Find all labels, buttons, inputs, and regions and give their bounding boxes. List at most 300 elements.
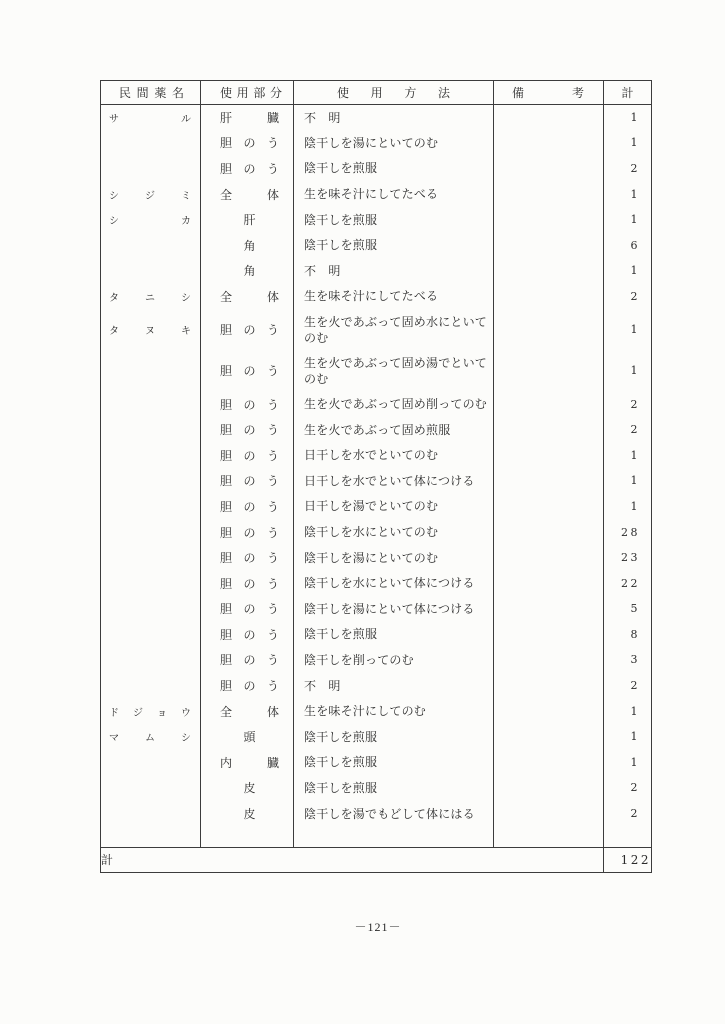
spread-char: 胆 xyxy=(220,448,233,463)
remarks-cell xyxy=(494,417,604,443)
part-used xyxy=(201,754,293,771)
count-cell xyxy=(604,232,652,258)
spread-char: 胆 xyxy=(220,136,233,151)
count-cell xyxy=(604,258,652,284)
name-cell xyxy=(101,775,201,801)
method-cell xyxy=(294,284,494,310)
name-cell xyxy=(101,647,201,673)
spread-char: 胆 xyxy=(220,499,233,514)
spread-char: う xyxy=(266,397,279,412)
table-row xyxy=(101,647,652,673)
spread-char: ジ xyxy=(133,707,143,719)
spread-char: 体 xyxy=(266,704,279,719)
spread-char: 胆 xyxy=(220,602,233,617)
spread-char: の xyxy=(243,525,256,540)
part-used xyxy=(201,362,293,379)
name-cell xyxy=(101,468,201,494)
count-value: 1 xyxy=(630,323,640,337)
part-cell xyxy=(201,105,294,131)
method-cell xyxy=(294,232,494,258)
part-used xyxy=(201,779,293,796)
part-used xyxy=(201,472,293,489)
spread-char: の xyxy=(243,653,256,668)
remarks-cell xyxy=(494,391,604,417)
name-cell xyxy=(101,130,201,156)
method-cell xyxy=(294,596,494,622)
count-cell xyxy=(604,724,652,750)
count-value: 1 xyxy=(630,187,640,201)
part-used xyxy=(201,288,293,305)
spacer-cell xyxy=(101,826,201,847)
spread-char: 考 xyxy=(571,86,584,100)
count-value: 2 xyxy=(630,781,640,795)
method-cell xyxy=(294,207,494,233)
part-used xyxy=(201,626,293,643)
count-value: 1 xyxy=(630,755,640,769)
table-row xyxy=(101,309,652,350)
spread-char: 肝 xyxy=(243,213,256,228)
count-cell xyxy=(604,442,652,468)
spread-char: マ xyxy=(109,733,119,745)
part-used xyxy=(201,421,293,438)
table-row xyxy=(101,596,652,622)
usage-method: 陰干しを煎服 xyxy=(304,780,378,795)
part-cell xyxy=(201,417,294,443)
count-cell xyxy=(604,468,652,494)
spread-char: の xyxy=(243,576,256,591)
count-value: 1 xyxy=(630,499,640,513)
part-cell xyxy=(201,350,294,391)
count-cell xyxy=(604,596,652,622)
medicine-name xyxy=(101,704,200,719)
table-row xyxy=(101,258,652,284)
spread-char: シ xyxy=(181,733,191,745)
part-used xyxy=(201,134,293,151)
count-cell xyxy=(604,350,652,391)
total-count: 122 xyxy=(604,847,652,872)
part-cell xyxy=(201,207,294,233)
medicine-name xyxy=(101,322,200,337)
medicine-name xyxy=(101,289,200,304)
spread-char: う xyxy=(266,423,279,438)
table-row xyxy=(101,468,652,494)
header-part xyxy=(201,84,293,101)
spread-char: う xyxy=(266,627,279,642)
part-cell xyxy=(201,284,294,310)
table-row xyxy=(101,570,652,596)
header-method xyxy=(294,84,493,101)
count-value: 23 xyxy=(621,551,640,565)
spacer-cell xyxy=(494,826,604,847)
spread-char: 分 xyxy=(269,86,282,100)
method-cell xyxy=(294,417,494,443)
count-value: 1 xyxy=(630,704,640,718)
part-used xyxy=(201,677,293,694)
name-cell xyxy=(101,801,201,827)
usage-method: 生を火であぶって固め湯でといてのむ xyxy=(304,355,488,386)
count-cell xyxy=(604,622,652,648)
spread-char: 臓 xyxy=(266,755,279,770)
table-row xyxy=(101,442,652,468)
name-cell xyxy=(101,258,201,284)
header-count: 計 xyxy=(621,86,634,100)
part-cell xyxy=(201,309,294,350)
part-used xyxy=(201,186,293,203)
remarks-cell xyxy=(494,596,604,622)
table-row xyxy=(101,391,652,417)
spread-char: タ xyxy=(109,292,119,304)
count-value: 5 xyxy=(630,602,640,616)
folk-medicine-table xyxy=(100,80,652,873)
remarks-cell xyxy=(494,207,604,233)
spread-char: 胆 xyxy=(220,323,233,338)
medicine-name xyxy=(101,110,200,125)
count-cell xyxy=(604,775,652,801)
spread-char: 名 xyxy=(171,86,184,100)
usage-method: 陰干しを煎服 xyxy=(304,238,378,253)
spread-char: 胆 xyxy=(220,364,233,379)
spread-char: う xyxy=(266,474,279,489)
part-used xyxy=(201,447,293,464)
part-cell xyxy=(201,724,294,750)
table-row xyxy=(101,181,652,207)
remarks-cell xyxy=(494,622,604,648)
spread-char: 角 xyxy=(243,264,256,279)
spread-char: う xyxy=(266,364,279,379)
part-used xyxy=(201,600,293,617)
method-cell xyxy=(294,673,494,699)
method-cell xyxy=(294,647,494,673)
name-cell xyxy=(101,181,201,207)
count-cell xyxy=(604,105,652,131)
part-cell xyxy=(201,622,294,648)
remarks-cell xyxy=(494,775,604,801)
spread-char: う xyxy=(266,499,279,514)
part-cell xyxy=(201,673,294,699)
method-cell xyxy=(294,181,494,207)
spread-char: う xyxy=(266,602,279,617)
name-cell xyxy=(101,391,201,417)
table-row xyxy=(101,775,652,801)
count-cell xyxy=(604,207,652,233)
spread-char: シ xyxy=(109,190,119,202)
table-row xyxy=(101,622,652,648)
count-cell xyxy=(604,284,652,310)
usage-method: 陰干しを煎服 xyxy=(304,161,378,176)
header-name-cell xyxy=(101,81,201,105)
count-value: 1 xyxy=(630,364,640,378)
name-cell xyxy=(101,309,201,350)
count-value: 2 xyxy=(630,397,640,411)
count-cell xyxy=(604,801,652,827)
count-cell xyxy=(604,519,652,545)
method-cell xyxy=(294,750,494,776)
method-cell xyxy=(294,130,494,156)
remarks-cell xyxy=(494,156,604,182)
count-value: 1 xyxy=(630,474,640,488)
spread-char: 胆 xyxy=(220,627,233,642)
spread-char: ド xyxy=(109,707,119,719)
usage-method: 陰干しを水にといて体につける xyxy=(304,576,475,591)
table-row xyxy=(101,156,652,182)
count-value: 1 xyxy=(630,730,640,744)
spread-char: ル xyxy=(181,114,191,126)
method-cell xyxy=(294,519,494,545)
spacer-cell xyxy=(604,826,652,847)
spread-char: 民 xyxy=(119,86,132,100)
header-part-cell xyxy=(201,81,294,105)
remarks-cell xyxy=(494,130,604,156)
part-used xyxy=(201,651,293,668)
spread-char: の xyxy=(243,448,256,463)
name-cell xyxy=(101,105,201,131)
table-row xyxy=(101,545,652,571)
table-row xyxy=(101,673,652,699)
name-cell xyxy=(101,350,201,391)
spread-char: の xyxy=(243,627,256,642)
spread-char: 全 xyxy=(220,704,233,719)
part-used xyxy=(201,262,293,279)
count-cell xyxy=(604,545,652,571)
count-value: 1 xyxy=(630,213,640,227)
count-cell xyxy=(604,130,652,156)
table-row xyxy=(101,130,652,156)
usage-method: 陰干しを湯にといてのむ xyxy=(304,550,439,565)
method-cell xyxy=(294,468,494,494)
part-cell xyxy=(201,647,294,673)
spacer-row xyxy=(101,826,652,847)
spread-char: の xyxy=(243,161,256,176)
spread-char: ヌ xyxy=(145,326,155,338)
part-used xyxy=(201,321,293,338)
spread-char: カ xyxy=(181,216,191,228)
table-row xyxy=(101,284,652,310)
count-value: 2 xyxy=(630,289,640,303)
count-cell xyxy=(604,698,652,724)
remarks-cell xyxy=(494,258,604,284)
part-used xyxy=(201,805,293,822)
count-value: 3 xyxy=(630,653,640,667)
remarks-cell xyxy=(494,309,604,350)
remarks-cell xyxy=(494,494,604,520)
spread-char: の xyxy=(243,551,256,566)
method-cell xyxy=(294,775,494,801)
part-cell xyxy=(201,181,294,207)
usage-method: 陰干しを湯にといて体につける xyxy=(304,601,475,616)
part-used xyxy=(201,524,293,541)
spread-char: 用 xyxy=(370,86,383,100)
part-cell xyxy=(201,232,294,258)
count-value: 6 xyxy=(630,238,640,252)
name-cell xyxy=(101,724,201,750)
spread-char: う xyxy=(266,323,279,338)
remarks-cell xyxy=(494,724,604,750)
usage-method: 陰干しを煎服 xyxy=(304,212,378,227)
spread-char: の xyxy=(243,136,256,151)
spread-char: サ xyxy=(109,114,119,126)
usage-method: 不 明 xyxy=(304,110,341,125)
table-row xyxy=(101,494,652,520)
remarks-cell xyxy=(494,750,604,776)
remarks-cell xyxy=(494,105,604,131)
part-cell xyxy=(201,494,294,520)
part-used xyxy=(201,549,293,566)
count-value: 1 xyxy=(630,136,640,150)
name-cell xyxy=(101,673,201,699)
spread-char: 全 xyxy=(220,289,233,304)
count-value: 1 xyxy=(630,264,640,278)
method-cell xyxy=(294,350,494,391)
spread-char: 胆 xyxy=(220,161,233,176)
method-cell xyxy=(294,622,494,648)
spread-char: ウ xyxy=(181,707,191,719)
spread-char: 体 xyxy=(266,289,279,304)
name-cell xyxy=(101,232,201,258)
name-cell xyxy=(101,545,201,571)
part-cell xyxy=(201,468,294,494)
part-cell xyxy=(201,391,294,417)
part-cell xyxy=(201,545,294,571)
spread-char: タ xyxy=(109,326,119,338)
name-cell xyxy=(101,417,201,443)
spread-char: う xyxy=(266,448,279,463)
table-row xyxy=(101,350,652,391)
part-used xyxy=(201,703,293,720)
spread-char: ミ xyxy=(181,190,191,202)
table-row xyxy=(101,801,652,827)
method-cell xyxy=(294,105,494,131)
spread-char: 薬 xyxy=(154,86,167,100)
spread-char: 使 xyxy=(220,86,233,100)
table-row xyxy=(101,724,652,750)
usage-method: 陰干しを水にといてのむ xyxy=(304,525,439,540)
remarks-cell xyxy=(494,181,604,207)
count-cell xyxy=(604,181,652,207)
usage-method: 陰干しを湯にといてのむ xyxy=(304,135,439,150)
name-cell xyxy=(101,494,201,520)
spread-char: 用 xyxy=(236,86,249,100)
count-cell xyxy=(604,750,652,776)
count-value: 2 xyxy=(630,807,640,821)
usage-method: 陰干しを煎服 xyxy=(304,729,378,744)
name-cell xyxy=(101,750,201,776)
total-row xyxy=(101,847,652,872)
part-cell xyxy=(201,258,294,284)
usage-method: 陰干しを煎服 xyxy=(304,627,378,642)
part-used xyxy=(201,160,293,177)
part-used xyxy=(201,575,293,592)
usage-method: 日干しを水でといて体につける xyxy=(304,473,475,488)
spread-char: 胆 xyxy=(220,551,233,566)
name-cell xyxy=(101,156,201,182)
count-cell xyxy=(604,570,652,596)
spread-char: 胆 xyxy=(220,525,233,540)
table-row xyxy=(101,750,652,776)
page-number: －121－ xyxy=(354,920,402,934)
table-row xyxy=(101,232,652,258)
header-remarks-cell xyxy=(494,81,604,105)
count-cell xyxy=(604,156,652,182)
count-value: 8 xyxy=(630,627,640,641)
part-used xyxy=(201,728,293,745)
spread-char: 角 xyxy=(243,238,256,253)
spread-char: 頭 xyxy=(243,730,256,745)
table-row xyxy=(101,207,652,233)
usage-method: 生を味そ汁にしてたべる xyxy=(304,289,439,304)
count-cell xyxy=(604,391,652,417)
spread-char: キ xyxy=(181,326,191,338)
remarks-cell xyxy=(494,570,604,596)
part-used xyxy=(201,237,293,254)
usage-method: 陰干しを煎服 xyxy=(304,755,378,770)
name-cell xyxy=(101,207,201,233)
count-value: 28 xyxy=(621,525,640,539)
spread-char: う xyxy=(266,161,279,176)
usage-method: 生を火であぶって固め水にといてのむ xyxy=(304,314,488,345)
spread-char: う xyxy=(266,551,279,566)
part-cell xyxy=(201,775,294,801)
part-cell xyxy=(201,130,294,156)
spread-char: 方 xyxy=(404,86,417,100)
usage-method: 不 明 xyxy=(304,263,341,278)
method-cell xyxy=(294,570,494,596)
method-cell xyxy=(294,156,494,182)
usage-method: 日干しを湯でといてのむ xyxy=(304,499,439,514)
usage-method: 陰干しを湯でもどして体にはる xyxy=(304,806,475,821)
spread-char: う xyxy=(266,653,279,668)
table-row xyxy=(101,698,652,724)
part-cell xyxy=(201,801,294,827)
usage-method: 生を火であぶって固め煎服 xyxy=(304,422,451,437)
part-used xyxy=(201,498,293,515)
table-row xyxy=(101,105,652,131)
remarks-cell xyxy=(494,350,604,391)
header-name xyxy=(101,84,200,101)
count-value: 1 xyxy=(630,111,640,125)
medicine-name xyxy=(101,212,200,227)
spread-char: 胆 xyxy=(220,423,233,438)
name-cell xyxy=(101,622,201,648)
name-cell xyxy=(101,570,201,596)
count-cell xyxy=(604,417,652,443)
part-cell xyxy=(201,750,294,776)
medicine-name xyxy=(101,187,200,202)
method-cell xyxy=(294,258,494,284)
spread-char: の xyxy=(243,423,256,438)
spread-char: 胆 xyxy=(220,576,233,591)
spread-char: シ xyxy=(181,292,191,304)
method-cell xyxy=(294,801,494,827)
spread-char: 全 xyxy=(220,187,233,202)
spread-char: の xyxy=(243,397,256,412)
spread-char: 皮 xyxy=(243,807,256,822)
remarks-cell xyxy=(494,468,604,494)
remarks-cell xyxy=(494,673,604,699)
method-cell xyxy=(294,698,494,724)
spread-char: う xyxy=(266,525,279,540)
count-value: 22 xyxy=(621,576,640,590)
method-cell xyxy=(294,494,494,520)
spread-char: 胆 xyxy=(220,397,233,412)
spread-char: の xyxy=(243,364,256,379)
table-row xyxy=(101,417,652,443)
spread-char: シ xyxy=(109,216,119,228)
remarks-cell xyxy=(494,232,604,258)
spread-char: 肝 xyxy=(220,111,233,126)
header-remarks xyxy=(494,84,603,101)
name-cell xyxy=(101,698,201,724)
spread-char: ニ xyxy=(145,292,155,304)
